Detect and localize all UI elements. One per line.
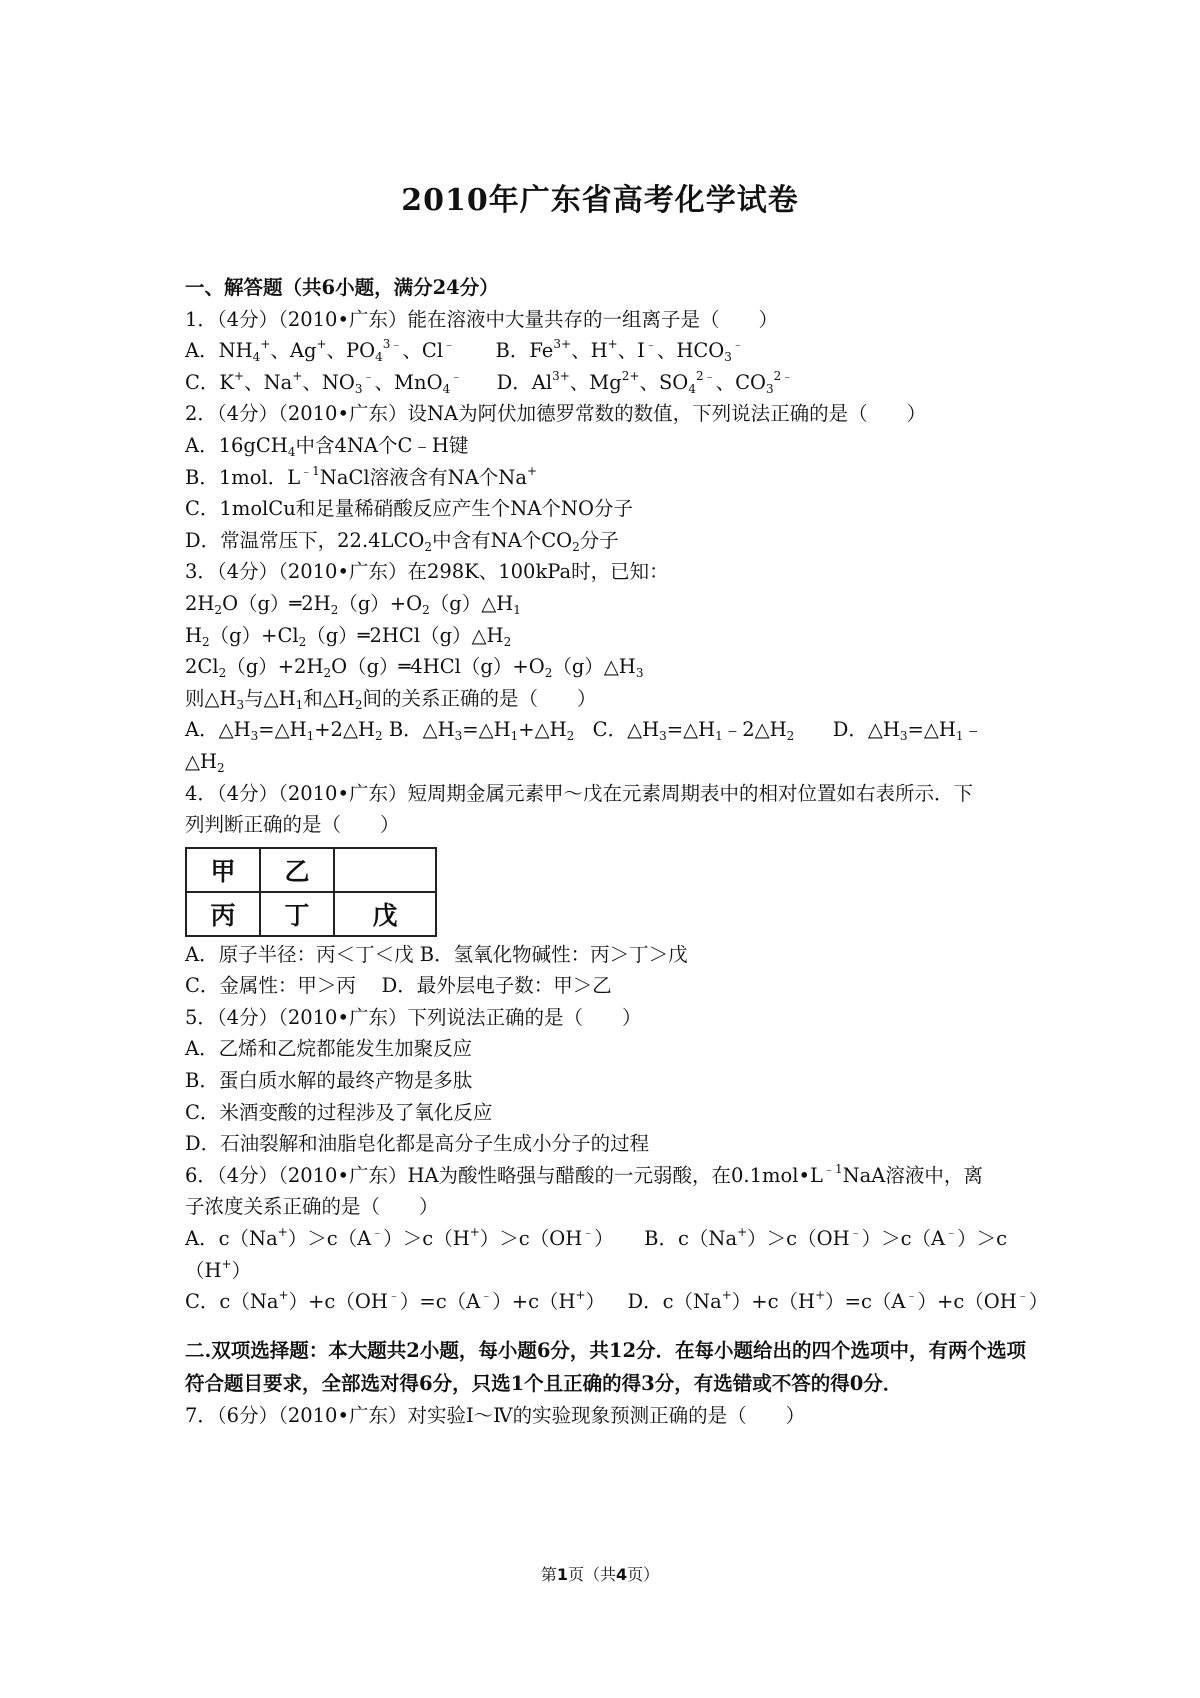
- q3-equation-3: $2Cl_2(g)+2H_2O(g)═4HCl(g)+O_2(g)\triangle H_3$: [185, 655, 644, 681]
- table-cell: 乙: [260, 848, 334, 892]
- q5-stem: 5．（4分）（2010•广东）下列说法正确的是（ ）: [185, 1005, 642, 1029]
- q6-options-cd: C．c（Na+）+c（OH﹣）=c（A﹣）+c（H+） D．c（Na+）+c（H+）=c（A﹣）+c（OH﹣）: [185, 1288, 1049, 1314]
- q7-stem: 7．（6分）（2010•广东）对实验Ⅰ～Ⅳ的实验现象预测正确的是（ ）: [185, 1403, 806, 1427]
- section-heading-2: 二.双项选择题：本大题共2小题，每小题6分，共12分．在每小题给出的四个选项中，有两个选项符合题目要求，全部选对得6分，只选1个且正确的得3分，有选错或不答的得0分．: [185, 1338, 1027, 1395]
- q3-stem: 3．（4分）（2010•广东）在298K、100kPa时，已知：: [185, 560, 669, 584]
- q5-option-c: C．米酒变酸的过程涉及了氧化反应: [185, 1100, 493, 1124]
- q3-question: 则$\triangle H_3$与$\triangle H_1$和$\triangle H_2$间的关系正确的是（ ）: [185, 686, 597, 712]
- table-row: [186, 892, 436, 936]
- q2-stem: 2．（4分）（2010•广东）设NA为阿伏加德罗常数的数值，下列说法正确的是（ ）: [185, 402, 927, 426]
- table-cell: 丁: [260, 892, 334, 936]
- table-row: [186, 848, 436, 892]
- table-cell: 甲: [186, 848, 260, 892]
- q5-option-b: B．蛋白质水解的最终产物是多肽: [185, 1069, 473, 1093]
- q5-option-d: D．石油裂解和油脂皂化都是高分子生成小分子的过程: [185, 1132, 650, 1156]
- q4-options-ab: A．原子半径：丙＜丁＜戊 B．氢氧化物碱性：丙＞丁＞戊: [185, 942, 688, 966]
- q4-stem-cont: 列判断正确的是（ ）: [185, 813, 400, 837]
- q6-stem-cont: 子浓度关系正确的是（ ）: [185, 1195, 439, 1219]
- q5-option-a: A．乙烯和乙烷都能发生加聚反应: [185, 1037, 473, 1061]
- q3-equation-2: $H_2(g)+Cl_2(g)═2HCl(g)\triangle H_2$: [185, 623, 512, 649]
- periodic-position-table: [185, 847, 437, 937]
- q4-stem: 4．（4分）（2010•广东）短周期金属元素甲～戊在元素周期表中的相对位置如右表所示．下: [185, 781, 973, 805]
- table-cell: 戊: [334, 892, 436, 936]
- q1-options-ab: A．$NH_4^+$、Ag+、$PO_4^{3﹣}$、Cl﹣ B．$Fe^{3+}$、H+、I﹣、$HCO_3^﹣$: [185, 337, 744, 365]
- table-cell: 丙: [186, 892, 260, 936]
- q6-options-ab: A．c（Na+）＞c（A﹣）＞c（H+）＞c（OH﹣） B．c（Na+）＞c（OH﹣）＞c（A﹣）＞c: [185, 1225, 1008, 1251]
- q2-option-b: B．1mol．$L^{﹣1}NaCl$溶液含有NA个Na+: [185, 463, 538, 489]
- q3-options-cont: $\triangle H_2$: [185, 749, 225, 775]
- q2-option-a: A．16gCH$_4$中含4NA个C﹣H键: [185, 433, 469, 459]
- page-title: 2010年广东省高考化学试卷: [401, 183, 799, 218]
- page-footer: 第1页（共4页）: [540, 1565, 660, 1584]
- q3-equation-1: $2H_2O(g)═2H_2(g)+O_2(g)\triangle H_1$: [185, 591, 521, 617]
- q2-option-d: D．常温常压下，$22.4LCO_2$中含有NA个$CO_2$分子: [185, 528, 619, 554]
- q3-options: A．$\triangle H_3=\triangle H_1+2\triangle H_2$ B．$\triangle H_3=\triangle H_1+\triangle H_2$ C．$\triangle H_3=\triangle H_1﹣2\triangle H_2$ D．$\triangle H_3=\triangle H_1﹣$: [185, 718, 983, 744]
- table-cell: [334, 848, 436, 892]
- q4-options-cd: C．金属性：甲＞丙 D．最外层电子数：甲＞乙: [185, 974, 612, 998]
- q1-options-cd: C．K+、Na+、$NO_3^﹣$、MnO$_4$﹣ D．$Al^{3+}$、$Mg^{2+}$、$SO_4^{2﹣}$、$CO_3^{2﹣}$: [185, 368, 794, 396]
- section-heading-1: 一、解答题（共6小题，满分24分）: [185, 276, 499, 299]
- q6-options-ab-cont: （H+）: [185, 1256, 252, 1282]
- exam-content: [185, 272, 1049, 1431]
- q2-option-c: C．1molCu和足量稀硝酸反应产生个NA个NO分子: [185, 497, 633, 521]
- q1-stem: 1．（4分）（2010•广东）能在溶液中大量共存的一组离子是（ ）: [185, 307, 778, 331]
- q6-stem: 6．（4分）（2010•广东）HA为酸性略强与醋酸的一元弱酸，在$0.1mol•L^{﹣1}NaA$溶液中，离: [185, 1161, 983, 1187]
